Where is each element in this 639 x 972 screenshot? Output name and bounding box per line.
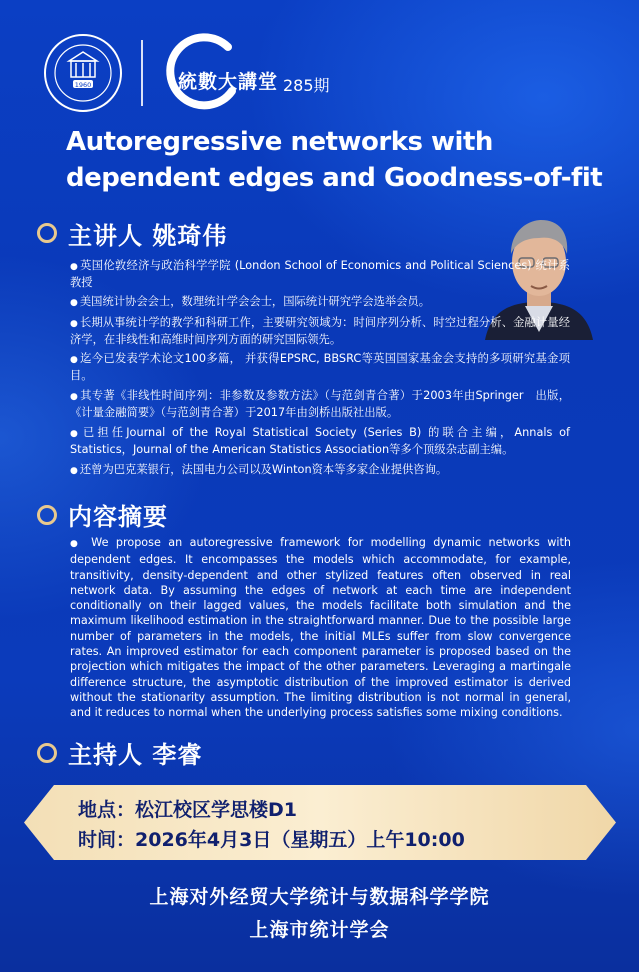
talk-title-line-2: dependent edges and Goodness-of-fit xyxy=(66,163,603,193)
bullet-icon: ● xyxy=(70,355,79,365)
event-location: 地点：松江校区学思楼D1 xyxy=(78,799,297,821)
speaker-bio-item: ● 其专著《非线性时间序列：非参数及参数方法》（与范剑青合著）于2003年由Springer 出版，《计量金融简要》（与范剑青合著）于2017年由剑桥出版社出版。 xyxy=(70,389,571,419)
talk-title xyxy=(66,124,626,196)
bullet-icon: ● xyxy=(70,319,78,329)
host-heading: 主持人 李睿 xyxy=(68,741,203,769)
abstract-heading: 内容摘要 xyxy=(68,503,168,531)
abstract-section-marker-icon xyxy=(37,505,57,525)
speaker-bio-item: ● 长期从事统计学的教学和科研工作，主要研究领域为：时间序列分析、时空过程分析、金融计量经济学，在非线性和高维时间序列方面的研究国际领先。 xyxy=(70,316,570,346)
univ-logo-year: 1960 xyxy=(74,81,92,89)
bullet-icon: ● xyxy=(70,262,79,272)
bullet-icon: ● xyxy=(70,539,82,549)
series-issue-number: 285期 xyxy=(283,76,330,95)
bullet-icon: ● xyxy=(70,298,78,308)
organizer-line-1: 上海对外经贸大学统计与数据科学学院 xyxy=(149,886,490,908)
bullet-icon: ● xyxy=(70,392,79,402)
university-logo xyxy=(43,33,123,113)
event-time: 时间：2026年4月3日（星期五）上午10:00 xyxy=(78,829,465,851)
talk-title-line-1: Autoregressive networks with xyxy=(66,127,493,157)
speaker-bio-item: ● 美国统计协会会士，数理统计学会会士，国际统计研究学会选举会员。 xyxy=(70,295,431,308)
host-section-marker-icon xyxy=(37,743,57,763)
bullet-icon: ● xyxy=(70,429,81,439)
speaker-bio-item: ● 迄今已发表学术论文100多篇， 并获得EPSRC, BBSRC等英国国家基金会支持的多项研究基金项目。 xyxy=(70,352,570,382)
speaker-bio-item: ● 已担任Journal of the Royal Statistical Society (Series B) 的联合主编，Annals of Statistics，Journal of the American Statistics Association等多个顶级杂志副主编。 xyxy=(70,426,570,456)
bullet-icon: ● xyxy=(70,466,78,476)
organizer-line-2: 上海市统计学会 xyxy=(249,919,390,941)
abstract-text: ● We propose an autoregressive framework for modelling dynamic networks with dependent edges. It encompasses the models which accommodate, for example, transitivity, density-dependent and other stylized features often observed in real network data. By assuming the edges of network at each time are independent conditionally on their lagged values, the models facilitate both simulation and the maximum likelihood estimation in the straightforward manner. Due to the possible large number of parameters in the models, the initial MLEs suffer from slow convergence rates. An improved estimator for each component parameter is proposed based on the projection which mitigates the impact of the other parameters. Leveraging a martingale difference structure, the asymptotic distribution of the improved estimator is derived without the stationarity assumption. The limiting distribution is not normal in general, and it reduces to normal when the underlying process satisfies some mixing conditions. xyxy=(70,536,571,720)
series-name: 統數大講堂 xyxy=(178,71,279,93)
speaker-heading: 主讲人 姚琦伟 xyxy=(68,222,228,250)
speaker-bio-item: ● 还曾为巴克莱银行，法国电力公司以及Winton资本等多家企业提供咨询。 xyxy=(70,463,448,476)
header-divider xyxy=(141,40,143,106)
speaker-bio-item: ● 英国伦敦经济与政治科学学院 (London School of Economics and Political Sciences) 统计系教授 xyxy=(70,259,570,289)
speaker-section-marker-icon xyxy=(37,223,57,243)
